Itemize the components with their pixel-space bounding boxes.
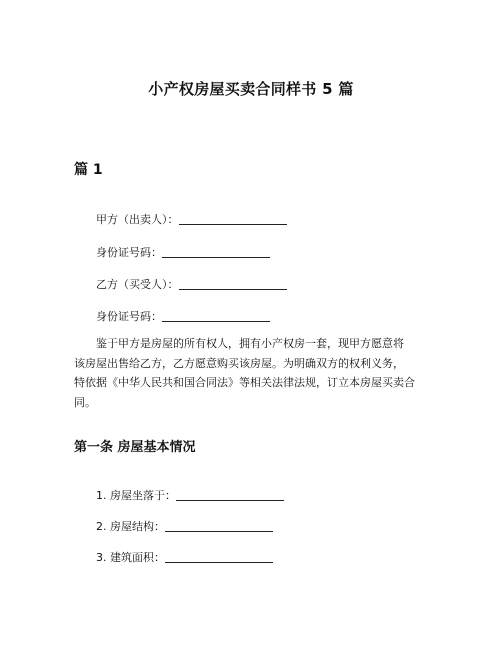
property-structure-blank-line [165, 520, 273, 532]
seller-id-blank-line [162, 246, 270, 258]
building-area-field [96, 549, 273, 565]
buyer-id-blank-line [162, 310, 270, 322]
seller-field [96, 211, 287, 227]
property-location-label: 1. 房屋坐落于： [96, 489, 176, 502]
seller-blank-line [179, 213, 287, 225]
preamble-line: 特依据《中华人民共和国合同法》等相关法律法规，订立本房屋买卖合 [74, 376, 415, 389]
buyer-label: 乙方（买受人）： [96, 278, 179, 291]
building-area-label: 3. 建筑面积： [96, 551, 165, 564]
seller-id-label: 身份证号码： [96, 246, 162, 259]
article-heading: 第一条 房屋基本情况 [74, 440, 196, 455]
document-title: 小产权房屋买卖合同样书 5 篇 [148, 80, 354, 98]
buyer-field [96, 276, 287, 292]
preamble-line: 该房屋出售给乙方，乙方愿意购买该房屋。为明确双方的权利义务， [74, 356, 404, 370]
property-structure-label: 2. 房屋结构： [96, 520, 165, 533]
section-heading: 篇 1 [74, 162, 103, 178]
property-location-field [96, 487, 284, 503]
property-structure-field [96, 518, 273, 534]
property-location-blank-line [176, 489, 284, 501]
buyer-blank-line [179, 278, 287, 290]
seller-id-field [96, 244, 270, 260]
buyer-id-label: 身份证号码： [96, 310, 162, 323]
preamble-line: 同。 [74, 395, 96, 409]
seller-label: 甲方（出卖人）： [96, 213, 179, 226]
building-area-blank-line [165, 551, 273, 563]
buyer-id-field [96, 308, 270, 324]
preamble-line: 鉴于甲方是房屋的所有权人，拥有小产权房一套，现甲方愿意将 [96, 337, 404, 350]
preamble-paragraph [74, 334, 430, 412]
